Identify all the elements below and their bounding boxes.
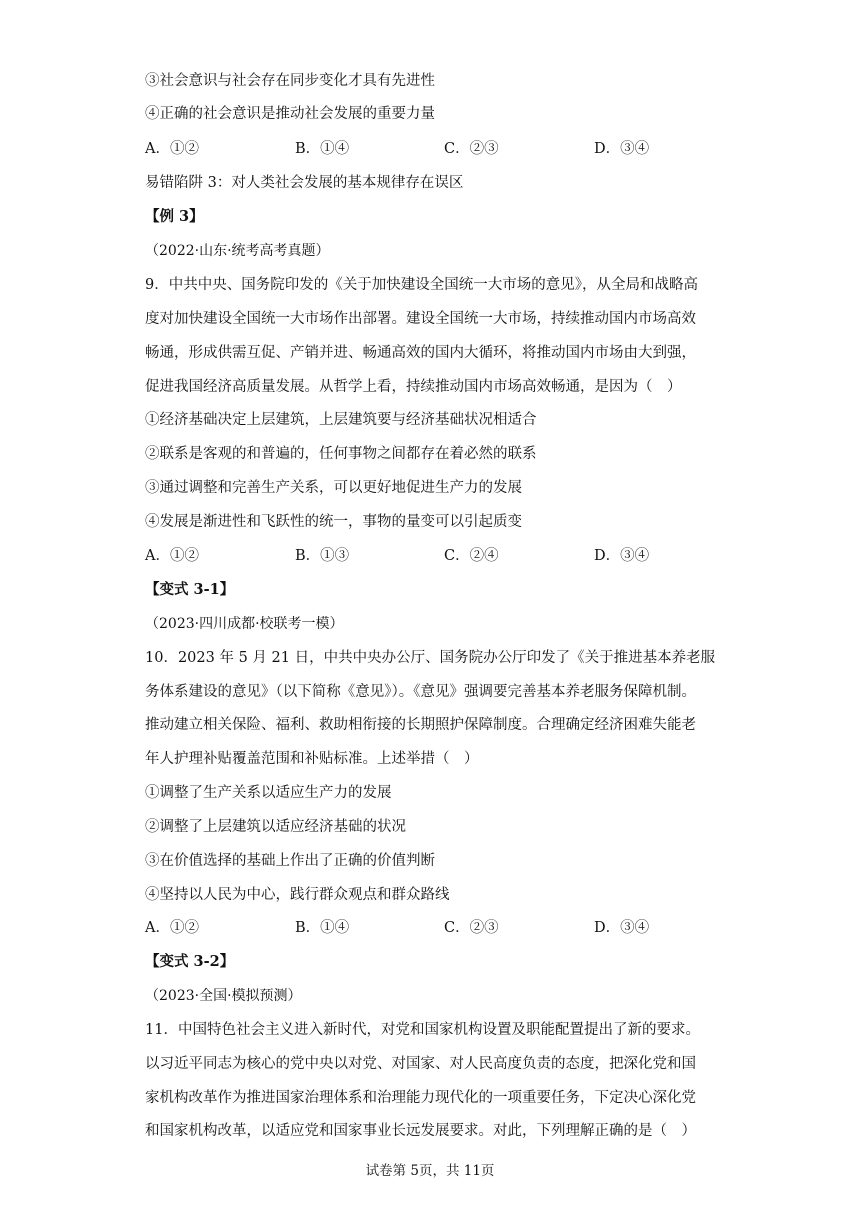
question-text: 以习近平同志为核心的党中央以对党、对国家、对人民高度负责的态度，把深化党和国 — [145, 1056, 696, 1072]
variant-label: 【变式 3-2】 — [145, 953, 235, 970]
option-statement-1: ①调整了生产关系以适应生产力的发展 — [145, 785, 392, 801]
option-statement-3: ③社会意识与社会存在同步变化才具有先进性 — [145, 73, 435, 89]
question-text: 9．中共中央、国务院印发的《关于加快建设全国统一大市场的意见》，从全局和战略高 — [145, 277, 698, 293]
option-statement-3: ③通过调整和完善生产关系，可以更好地促进生产力的发展 — [145, 480, 522, 496]
answer-choice-c: C．②③ — [444, 141, 499, 157]
answer-choice-a: A．①② — [145, 548, 199, 564]
question-text: 度对加快建设全国统一大市场作出部署。建设全国统一大市场，持续推动国内市场高效 — [145, 311, 696, 327]
question-source: （2023·四川成都·校联考一模） — [145, 616, 344, 632]
answer-choice-a: A．①② — [145, 920, 199, 936]
answer-choice-b: B．①④ — [295, 920, 350, 936]
option-statement-4: ④坚持以人民为中心，践行群众观点和群众路线 — [145, 887, 450, 903]
answer-choice-b: B．①④ — [295, 141, 350, 157]
example-label: 【例 3】 — [145, 208, 204, 225]
question-text: 务体系建设的意见》（以下简称《意见》）。《意见》强调要完善基本养老服务保障机制。 — [145, 684, 696, 700]
question-source: （2023·全国·模拟预测） — [145, 988, 302, 1004]
question-text: 促进我国经济高质量发展。从哲学上看，持续推动国内市场高效畅通，是因为（ ） — [145, 379, 682, 395]
question-text: 年人护理补贴覆盖范围和补贴标准。上述举措（ ） — [145, 751, 479, 767]
question-source: （2022·山东·统考高考真题） — [145, 243, 330, 259]
option-statement-3: ③在价值选择的基础上作出了正确的价值判断 — [145, 853, 435, 869]
answer-choice-d: D．③④ — [594, 920, 650, 936]
answer-choice-c: C．②③ — [444, 920, 499, 936]
question-text: 10．2023 年 5 月 21 日，中共中央办公厅、国务院办公厅印发了《关于推进基本养老服 — [145, 650, 716, 666]
page-footer: 试卷第 5页，共 11页 — [365, 1163, 495, 1179]
answer-choice-c: C．②④ — [444, 548, 499, 564]
option-statement-2: ②调整了上层建筑以适应经济基础的状况 — [145, 819, 406, 835]
answer-choice-b: B．①③ — [295, 548, 350, 564]
option-statement-2: ②联系是客观的和普遍的，任何事物之间都存在着必然的联系 — [145, 446, 537, 462]
question-text: 11．中国特色社会主义进入新时代，对党和国家机构设置及职能配置提出了新的要求。 — [145, 1022, 700, 1038]
option-statement-4: ④发展是渐进性和飞跃性的统一，事物的量变可以引起质变 — [145, 514, 522, 530]
question-text: 畅通，形成供需互促、产销并进、畅通高效的国内大循环，将推动国内市场由大到强， — [145, 345, 696, 361]
option-statement-1: ①经济基础决定上层建筑，上层建筑要与经济基础状况相适合 — [145, 412, 537, 428]
question-text: 家机构改革作为推进国家治理体系和治理能力现代化的一项重要任务，下定决心深化党 — [145, 1090, 696, 1106]
answer-choice-a: A．①② — [145, 141, 199, 157]
question-text: 推动建立相关保险、福利、救助相衔接的长期照护保障制度。合理确定经济困难失能老 — [145, 717, 696, 733]
question-text: 和国家机构改革，以适应党和国家事业长远发展要求。对此，下列理解正确的是（ ） — [145, 1123, 696, 1139]
variant-label: 【变式 3-1】 — [145, 581, 235, 598]
section-heading: 易错陷阱 3：对人类社会发展的基本规律存在误区 — [145, 175, 464, 191]
option-statement-4: ④正确的社会意识是推动社会发展的重要力量 — [145, 106, 435, 122]
answer-choice-d: D．③④ — [594, 548, 650, 564]
answer-choice-d: D．③④ — [594, 141, 650, 157]
